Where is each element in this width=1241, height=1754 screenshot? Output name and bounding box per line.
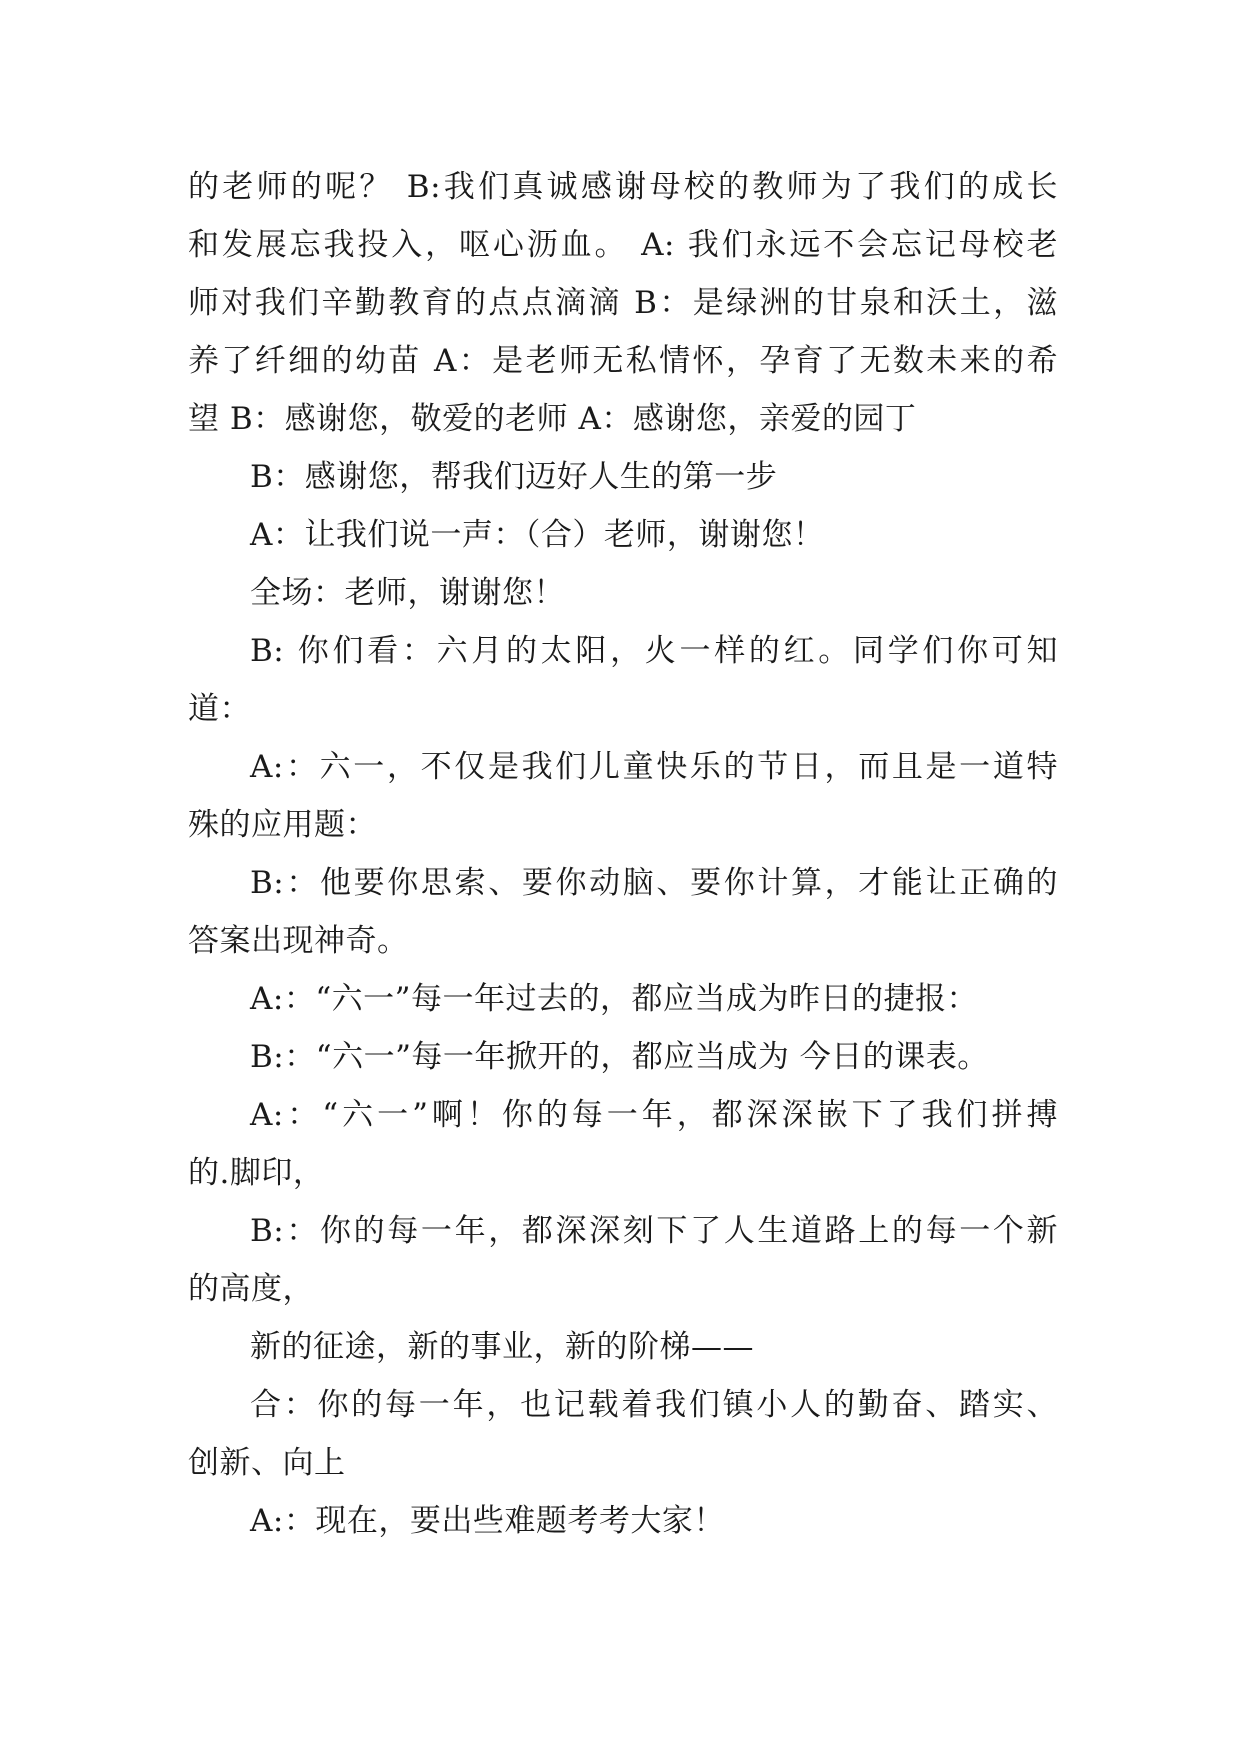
text-line: A:：现在，要出些难题考考大家！ [250, 1503, 725, 1539]
text-line: B:：你的每一年，都深深刻下了人生道路上的每一个新 [250, 1213, 1058, 1249]
text-line: B：感谢您，帮我们迈好人生的第一步 [250, 459, 778, 495]
text-line: 道： [188, 691, 251, 727]
text-line: 和发展忘我投入，呕心沥血。 A: 我们永远不会忘记母校老 [188, 227, 1058, 263]
text-line: A：让我们说一声：（合）老师，谢谢您！ [250, 517, 825, 553]
text-line: B: 你们看：六月的太阳，火一样的红。同学们你可知 [250, 633, 1058, 669]
text-line: B:：他要你思索、要你动脑、要你计算，才能让正确的 [250, 865, 1058, 901]
text-line: 的高度， [188, 1271, 314, 1307]
text-line: A:：“六一”每一年过去的，都应当成为昨日的捷报： [250, 981, 979, 1017]
text-line: 合：你的每一年，也记载着我们镇小人的勤奋、踏实、 [250, 1387, 1058, 1423]
text-line: 养了纤细的幼苗 A：是老师无私情怀，孕育了无数未来的希 [188, 343, 1058, 379]
text-line: 望 B：感谢您，敬爱的老师 A：感谢您，亲爱的园丁 [188, 401, 917, 437]
text-line: A:：“六一”啊！你的每一年，都深深嵌下了我们拼搏 [250, 1097, 1058, 1133]
text-line: 的.脚印， [188, 1155, 325, 1191]
text-line: 全场：老师，谢谢您！ [250, 575, 565, 611]
text-line: 殊的应用题： [188, 807, 377, 843]
text-line: B:：“六一”每一年掀开的，都应当成为 今日的课表。 [250, 1039, 989, 1075]
text-line: 的老师的呢？ B:我们真诚感谢母校的教师为了我们的成长 [188, 169, 1058, 205]
text-line: 答案出现神奇。 [188, 923, 409, 959]
text-line: 创新、向上 [188, 1445, 346, 1481]
text-line: A:：六一，不仅是我们儿童快乐的节日，而且是一道特 [250, 749, 1058, 785]
document-body [188, 158, 1058, 1550]
text-line: 新的征途，新的事业，新的阶梯—— [250, 1329, 754, 1365]
text-line: 师对我们辛勤教育的点点滴滴 B：是绿洲的甘泉和沃土，滋 [188, 285, 1058, 321]
